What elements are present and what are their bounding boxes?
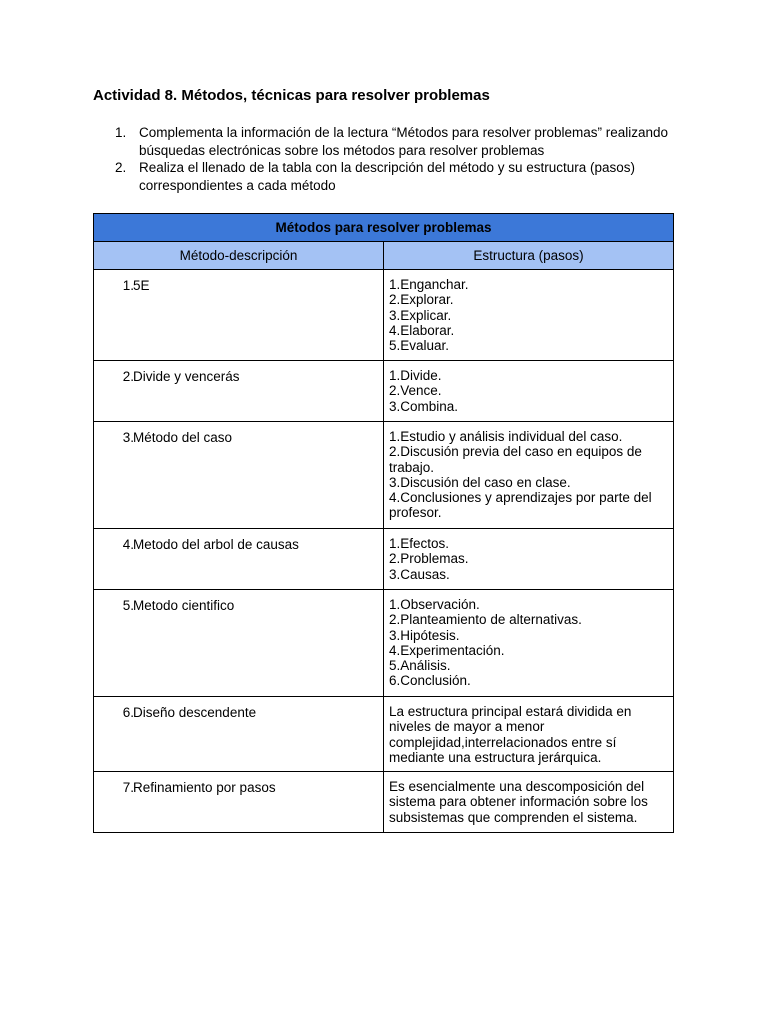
method-name: Refinamiento por pasos — [133, 780, 276, 796]
table-row — [94, 270, 674, 361]
steps-cell — [384, 270, 674, 361]
method-number: 3. — [122, 430, 134, 445]
steps-cell — [384, 697, 674, 772]
method-number: 2. — [122, 369, 134, 384]
method-name: Método del caso — [133, 430, 233, 445]
step-line: 6.Conclusión. — [389, 673, 471, 689]
instruction-text: Realiza el llenado de la tabla con la descripción del método y su estructura (pasos) correspondientes a cada método — [139, 160, 636, 193]
column-header-method: Método-descripción — [94, 242, 384, 270]
steps-cell — [384, 590, 674, 697]
method-number: 5. — [122, 598, 134, 613]
step-line: 3.Hipótesis. — [389, 627, 460, 643]
step-text: Es esencialmente una descomposición del sistema para obtener información sobre los subsistemas que comprenden el sistema. — [389, 779, 648, 825]
step-line: 1.Observación. — [389, 597, 480, 612]
step-line: 2.Problemas. — [389, 551, 469, 567]
method-name: Diseño descendente — [133, 705, 257, 720]
column-header-steps: Estructura (pasos) — [384, 242, 674, 270]
instruction-item — [93, 159, 693, 194]
method-cell — [94, 529, 384, 590]
step-line: 3.Explicar. — [389, 307, 452, 323]
table-row — [94, 772, 674, 833]
instruction-number: 2. — [115, 160, 127, 175]
steps-cell — [384, 772, 674, 833]
table-title: Métodos para resolver problemas — [94, 214, 674, 242]
step-line: 4.Conclusiones y aprendizajes por parte del profesor. — [389, 490, 652, 521]
step-line: 1.Enganchar. — [389, 277, 469, 292]
step-line: 1.Estudio y análisis individual del caso. — [389, 429, 623, 444]
step-line: 2.Discusión previa del caso en equipos de trabajo. — [389, 444, 642, 475]
step-line: 5.Análisis. — [389, 658, 451, 674]
method-cell — [94, 697, 384, 772]
table-row — [94, 697, 674, 772]
step-line: 3.Discusión del caso en clase. — [389, 474, 571, 490]
method-cell — [94, 772, 384, 833]
steps-cell — [384, 361, 674, 422]
methods-table — [93, 213, 674, 833]
table-row — [94, 590, 674, 697]
step-line: 1.Efectos. — [389, 536, 450, 551]
instruction-number: 1. — [115, 125, 127, 140]
instruction-list — [93, 124, 693, 194]
step-line: 1.Divide. — [389, 368, 442, 383]
step-line: 4.Elaborar. — [389, 322, 455, 338]
table-row — [94, 422, 674, 529]
step-line: 3.Combina. — [389, 398, 459, 414]
step-line: 2.Vence. — [389, 383, 442, 399]
step-line: 2.Planteamiento de alternativas. — [389, 612, 582, 628]
step-line: 2.Explorar. — [389, 292, 454, 308]
document-title: Actividad 8. Métodos, técnicas para resolver problemas — [93, 87, 490, 104]
steps-cell — [384, 422, 674, 529]
method-number: 7. — [122, 780, 134, 796]
step-text: La estructura principal estará dividida en niveles de mayor a menor complejidad,interrelacionados entre sí mediante una estructura jerárquica. — [389, 704, 632, 765]
method-name: Divide y vencerás — [133, 369, 240, 384]
method-name: 5E — [133, 278, 150, 293]
method-name: Metodo del arbol de causas — [133, 537, 299, 552]
instruction-text: Complementa la información de la lectura “Métodos para resolver problemas” realizando búsquedas electrónicas sobre los métodos para resolver problemas — [139, 125, 669, 158]
method-cell — [94, 422, 384, 529]
method-name: Metodo cientifico — [133, 598, 235, 613]
table-row — [94, 529, 674, 590]
step-line: 5.Evaluar. — [389, 338, 450, 354]
method-number: 1. — [122, 278, 134, 293]
step-line: 4.Experimentación. — [389, 642, 505, 658]
method-cell — [94, 270, 384, 361]
steps-cell — [384, 529, 674, 590]
method-number: 4. — [122, 537, 134, 552]
method-cell — [94, 590, 384, 697]
method-cell — [94, 361, 384, 422]
step-line: 3.Causas. — [389, 566, 450, 582]
instruction-item — [93, 124, 693, 159]
method-number: 6. — [122, 705, 134, 720]
table-row — [94, 361, 674, 422]
